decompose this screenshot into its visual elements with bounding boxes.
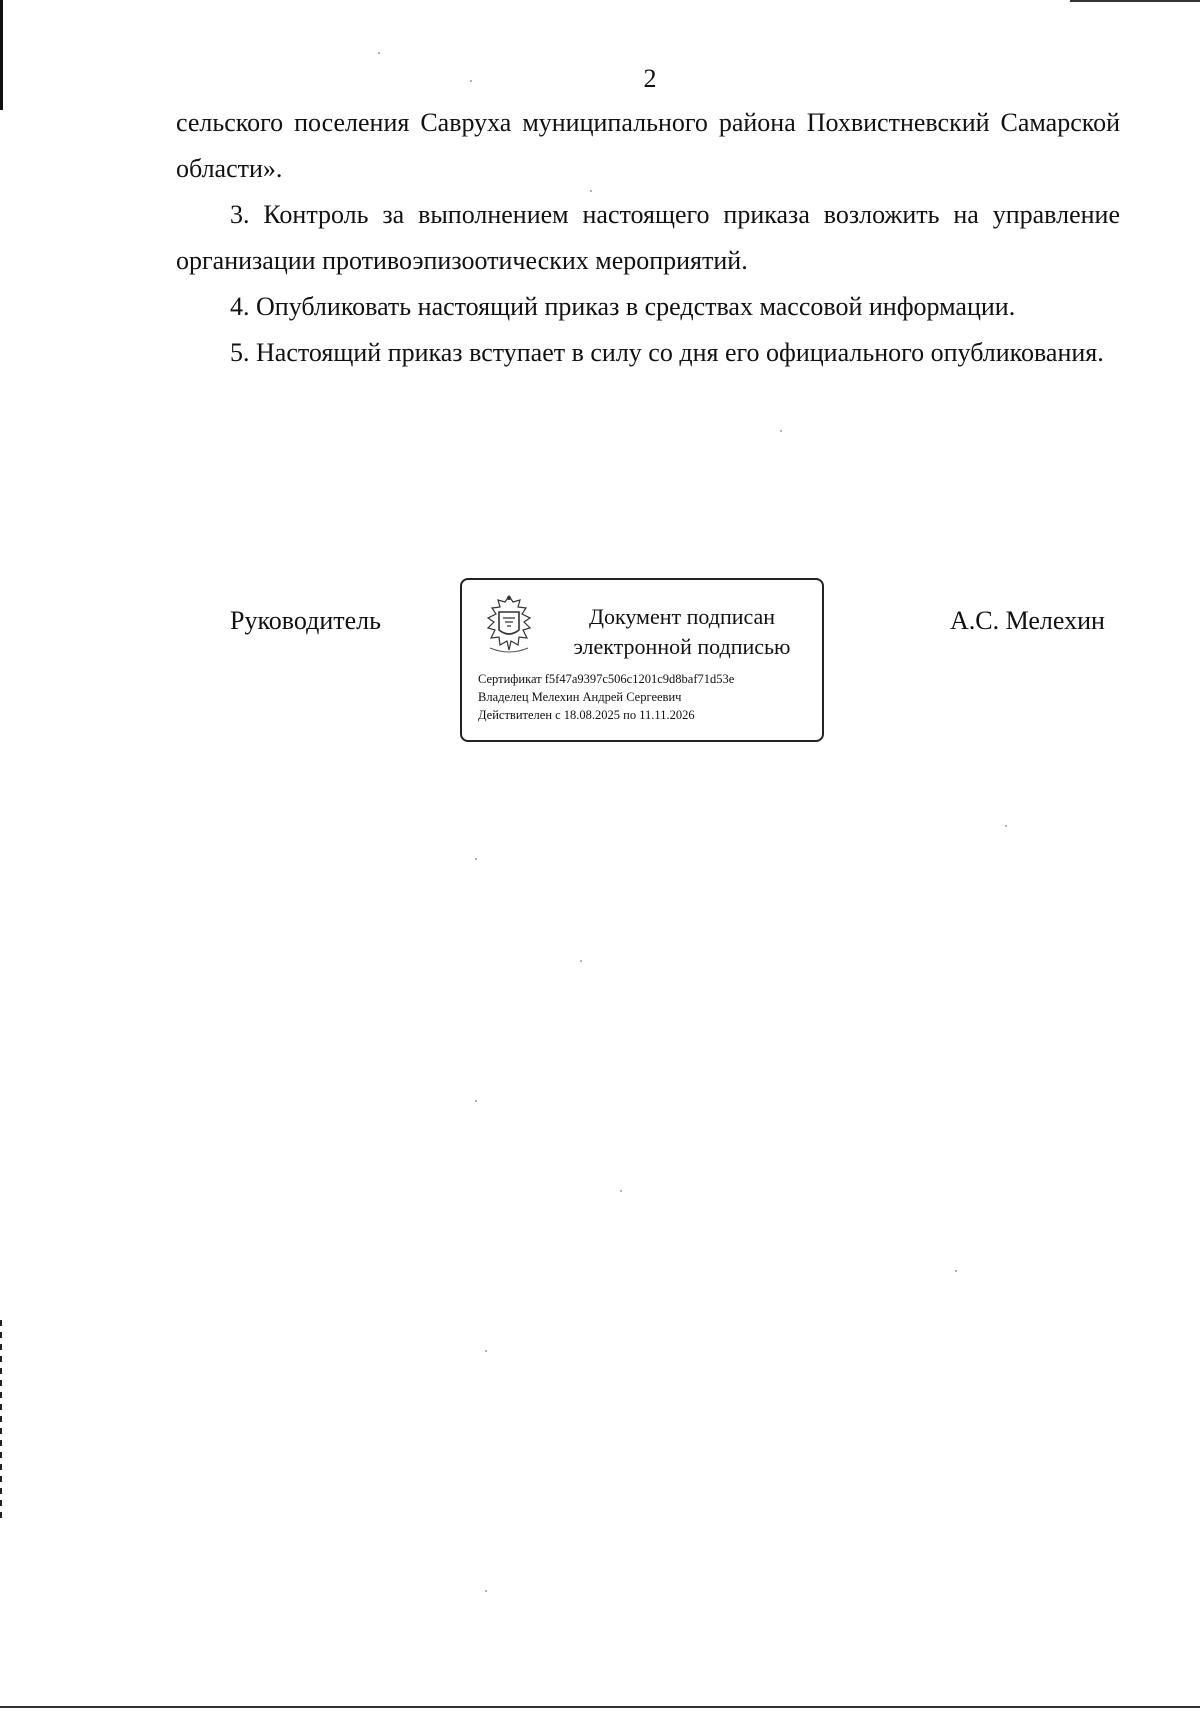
scan-speck [485, 1350, 487, 1352]
certificate-owner: Владелец Мелехин Андрей Сергеевич [478, 690, 682, 704]
numbered-paragraph-5 [176, 330, 1120, 376]
paragraph-text: Опубликовать настоящий приказ в средствах массовой информации. [256, 292, 1016, 321]
scan-speck [955, 1270, 957, 1272]
scan-edge-mark [0, 0, 3, 110]
signer-position: Руководитель [230, 606, 381, 635]
signer-name: А.С. Мелехин [950, 606, 1105, 635]
paragraph-text: Настоящий приказ вступает в силу со дня его официального опубликования. [256, 338, 1104, 367]
scan-speck [1005, 825, 1007, 827]
page-number: 2 [643, 64, 657, 93]
document-body [176, 100, 1120, 376]
paragraph-text: Контроль за выполнением настоящего приказа возложить на управление организации противоэпизоотических мероприятий. [176, 200, 1120, 275]
paragraph-number: 5. [230, 338, 250, 367]
scan-speck [780, 430, 782, 432]
paragraph-number: 3. [230, 200, 250, 229]
stamp-heading-line: электронной подписью [573, 634, 791, 659]
stamp-heading-line: Документ подписан [588, 604, 776, 629]
scan-edge-mark [1070, 0, 1200, 2]
scan-speck [475, 858, 477, 860]
stamp-details [478, 670, 818, 724]
scan-edge-mark [0, 1320, 2, 1520]
scan-speck [378, 52, 380, 54]
electronic-signature-stamp [460, 578, 824, 742]
scan-speck [470, 80, 472, 82]
scan-edge-mark [0, 1706, 1200, 1708]
stamp-heading [552, 602, 812, 662]
certificate-number: Сертификат f5f47a9397c506c1201c9d8baf71d53e [478, 672, 735, 686]
scan-speck [475, 1100, 477, 1102]
continued-paragraph: сельского поселения Савруха муниципального района Похвистневский Самарской области». [176, 108, 1120, 183]
scan-speck [620, 1190, 622, 1192]
numbered-paragraph-4 [176, 284, 1120, 330]
certificate-validity: Действителен с 18.08.2025 по 11.11.2026 [478, 708, 695, 722]
paragraph-number: 4. [230, 292, 250, 321]
coat-of-arms-icon [480, 592, 538, 656]
scan-speck [485, 1590, 487, 1592]
numbered-paragraph-3 [176, 192, 1120, 284]
scan-speck [580, 960, 582, 962]
